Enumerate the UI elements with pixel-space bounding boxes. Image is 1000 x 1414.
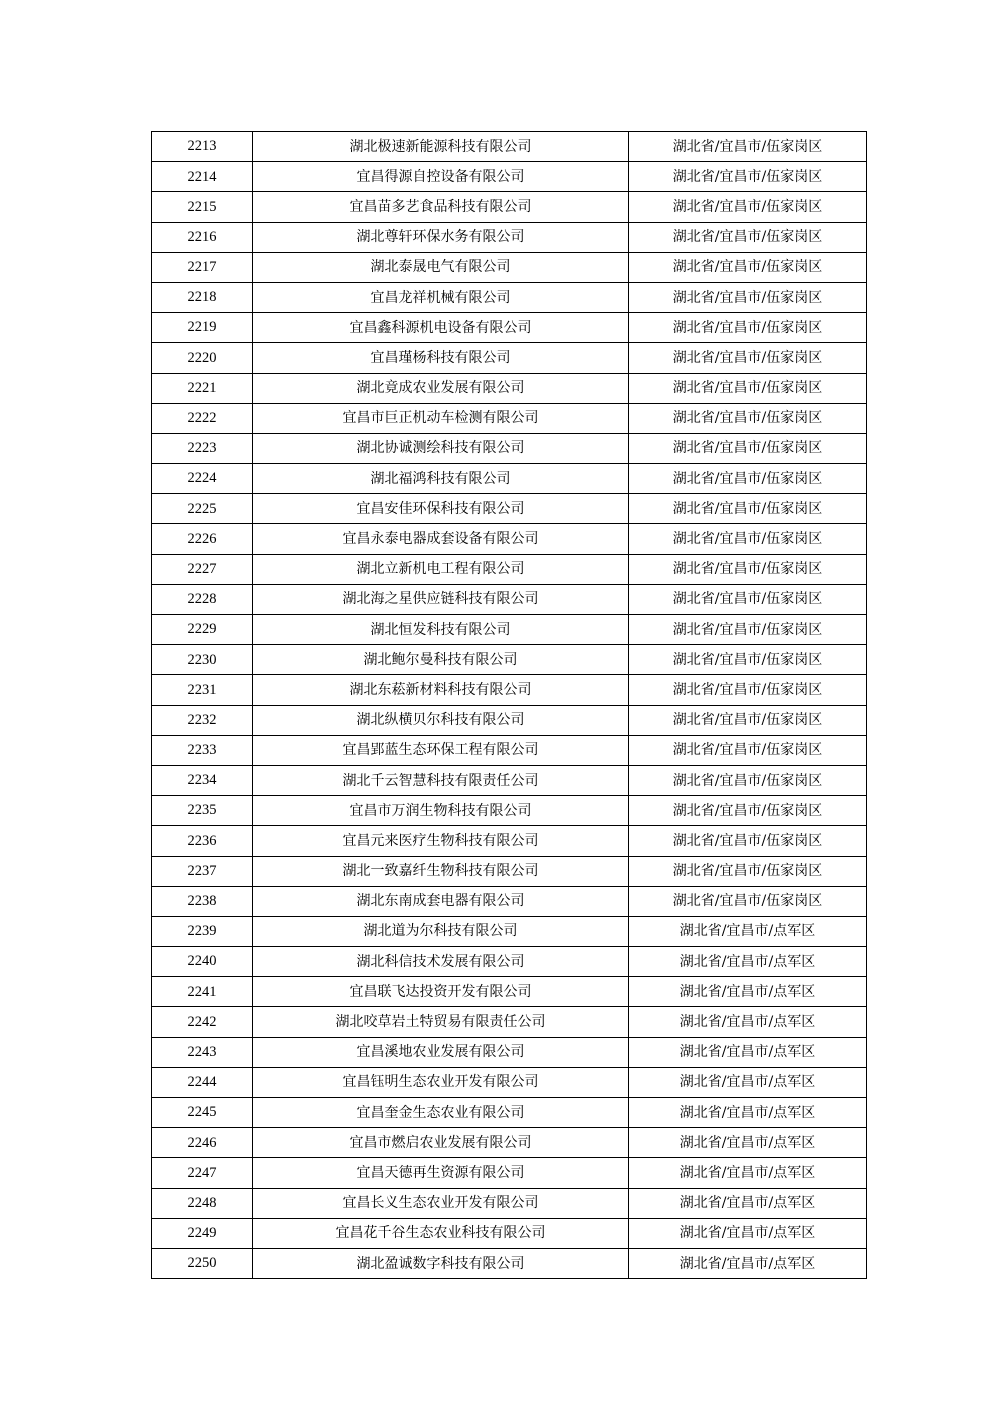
region-cell: 湖北省/宜昌市/点军区 xyxy=(629,1218,867,1248)
table-row xyxy=(152,856,867,886)
table-row xyxy=(152,132,867,162)
region-cell: 湖北省/宜昌市/伍家岗区 xyxy=(629,162,867,192)
company-name-cell: 宜昌苗多艺食品科技有限公司 xyxy=(253,192,629,222)
row-number-cell: 2214 xyxy=(152,162,253,192)
table-row xyxy=(152,1248,867,1278)
company-name-cell: 湖北东南成套电器有限公司 xyxy=(253,886,629,916)
region-cell: 湖北省/宜昌市/点军区 xyxy=(629,1248,867,1278)
company-name-cell: 宜昌安佳环保科技有限公司 xyxy=(253,494,629,524)
row-number-cell: 2217 xyxy=(152,252,253,282)
table-row xyxy=(152,675,867,705)
company-name-cell: 湖北福鸿科技有限公司 xyxy=(253,464,629,494)
row-number-cell: 2237 xyxy=(152,856,253,886)
region-cell: 湖北省/宜昌市/伍家岗区 xyxy=(629,645,867,675)
region-cell: 湖北省/宜昌市/伍家岗区 xyxy=(629,343,867,373)
table-row xyxy=(152,162,867,192)
table-row xyxy=(152,977,867,1007)
region-cell: 湖北省/宜昌市/点军区 xyxy=(629,1037,867,1067)
row-number-cell: 2249 xyxy=(152,1218,253,1248)
company-name-cell: 湖北协诚测绘科技有限公司 xyxy=(253,433,629,463)
row-number-cell: 2216 xyxy=(152,222,253,252)
company-name-cell: 湖北海之星供应链科技有限公司 xyxy=(253,584,629,614)
table-row xyxy=(152,615,867,645)
company-name-cell: 宜昌市巨正机动车检测有限公司 xyxy=(253,403,629,433)
region-cell: 湖北省/宜昌市/点军区 xyxy=(629,1188,867,1218)
row-number-cell: 2224 xyxy=(152,464,253,494)
row-number-cell: 2229 xyxy=(152,615,253,645)
company-name-cell: 宜昌天德再生资源有限公司 xyxy=(253,1158,629,1188)
region-cell: 湖北省/宜昌市/点军区 xyxy=(629,977,867,1007)
company-name-cell: 宜昌钰明生态农业开发有限公司 xyxy=(253,1067,629,1097)
company-name-cell: 湖北恒发科技有限公司 xyxy=(253,615,629,645)
company-name-cell: 湖北东菘新材料科技有限公司 xyxy=(253,675,629,705)
region-cell: 湖北省/宜昌市/伍家岗区 xyxy=(629,675,867,705)
row-number-cell: 2246 xyxy=(152,1128,253,1158)
table-row xyxy=(152,282,867,312)
company-name-cell: 湖北千云智慧科技有限责任公司 xyxy=(253,765,629,795)
company-name-cell: 宜昌得源自控设备有限公司 xyxy=(253,162,629,192)
row-number-cell: 2223 xyxy=(152,433,253,463)
region-cell: 湖北省/宜昌市/伍家岗区 xyxy=(629,433,867,463)
table-row xyxy=(152,222,867,252)
table-row xyxy=(152,796,867,826)
region-cell: 湖北省/宜昌市/伍家岗区 xyxy=(629,403,867,433)
region-cell: 湖北省/宜昌市/伍家岗区 xyxy=(629,886,867,916)
company-name-cell: 湖北盈诚数字科技有限公司 xyxy=(253,1248,629,1278)
row-number-cell: 2247 xyxy=(152,1158,253,1188)
table-row xyxy=(152,524,867,554)
row-number-cell: 2248 xyxy=(152,1188,253,1218)
row-number-cell: 2231 xyxy=(152,675,253,705)
company-name-cell: 湖北道为尔科技有限公司 xyxy=(253,916,629,946)
company-name-cell: 湖北科信技术发展有限公司 xyxy=(253,947,629,977)
row-number-cell: 2230 xyxy=(152,645,253,675)
row-number-cell: 2238 xyxy=(152,886,253,916)
company-name-cell: 湖北泰晟电气有限公司 xyxy=(253,252,629,282)
company-name-cell: 宜昌长义生态农业开发有限公司 xyxy=(253,1188,629,1218)
row-number-cell: 2213 xyxy=(152,132,253,162)
region-cell: 湖北省/宜昌市/伍家岗区 xyxy=(629,705,867,735)
region-cell: 湖北省/宜昌市/点军区 xyxy=(629,916,867,946)
company-name-cell: 宜昌永泰电器成套设备有限公司 xyxy=(253,524,629,554)
region-cell: 湖北省/宜昌市/伍家岗区 xyxy=(629,856,867,886)
row-number-cell: 2236 xyxy=(152,826,253,856)
table-row xyxy=(152,765,867,795)
company-table xyxy=(151,131,867,1279)
region-cell: 湖北省/宜昌市/伍家岗区 xyxy=(629,584,867,614)
table-row xyxy=(152,584,867,614)
table-row xyxy=(152,916,867,946)
company-name-cell: 湖北咬草岩土特贸易有限责任公司 xyxy=(253,1007,629,1037)
row-number-cell: 2233 xyxy=(152,735,253,765)
company-name-cell: 湖北鲍尔曼科技有限公司 xyxy=(253,645,629,675)
table-row xyxy=(152,1098,867,1128)
row-number-cell: 2228 xyxy=(152,584,253,614)
company-name-cell: 湖北纵横贝尔科技有限公司 xyxy=(253,705,629,735)
row-number-cell: 2243 xyxy=(152,1037,253,1067)
region-cell: 湖北省/宜昌市/伍家岗区 xyxy=(629,313,867,343)
row-number-cell: 2221 xyxy=(152,373,253,403)
row-number-cell: 2245 xyxy=(152,1098,253,1128)
table-row xyxy=(152,192,867,222)
table-row xyxy=(152,705,867,735)
region-cell: 湖北省/宜昌市/伍家岗区 xyxy=(629,373,867,403)
row-number-cell: 2215 xyxy=(152,192,253,222)
table-row xyxy=(152,252,867,282)
region-cell: 湖北省/宜昌市/点军区 xyxy=(629,947,867,977)
row-number-cell: 2234 xyxy=(152,765,253,795)
table-row xyxy=(152,1037,867,1067)
company-name-cell: 宜昌龙祥机械有限公司 xyxy=(253,282,629,312)
region-cell: 湖北省/宜昌市/伍家岗区 xyxy=(629,615,867,645)
row-number-cell: 2225 xyxy=(152,494,253,524)
region-cell: 湖北省/宜昌市/伍家岗区 xyxy=(629,796,867,826)
company-name-cell: 湖北一致嘉纤生物科技有限公司 xyxy=(253,856,629,886)
row-number-cell: 2232 xyxy=(152,705,253,735)
region-cell: 湖北省/宜昌市/伍家岗区 xyxy=(629,464,867,494)
region-cell: 湖北省/宜昌市/点军区 xyxy=(629,1158,867,1188)
region-cell: 湖北省/宜昌市/伍家岗区 xyxy=(629,192,867,222)
table-row xyxy=(152,645,867,675)
region-cell: 湖北省/宜昌市/点军区 xyxy=(629,1067,867,1097)
row-number-cell: 2242 xyxy=(152,1007,253,1037)
company-name-cell: 宜昌郢蓝生态环保工程有限公司 xyxy=(253,735,629,765)
company-name-cell: 宜昌奎金生态农业有限公司 xyxy=(253,1098,629,1128)
table-row xyxy=(152,494,867,524)
company-name-cell: 宜昌溪地农业发展有限公司 xyxy=(253,1037,629,1067)
table-row xyxy=(152,1067,867,1097)
row-number-cell: 2222 xyxy=(152,403,253,433)
row-number-cell: 2240 xyxy=(152,947,253,977)
company-name-cell: 湖北极速新能源科技有限公司 xyxy=(253,132,629,162)
table-row xyxy=(152,886,867,916)
company-name-cell: 宜昌鑫科源机电设备有限公司 xyxy=(253,313,629,343)
row-number-cell: 2219 xyxy=(152,313,253,343)
table-row xyxy=(152,1158,867,1188)
company-name-cell: 湖北立新机电工程有限公司 xyxy=(253,554,629,584)
company-name-cell: 宜昌花千谷生态农业科技有限公司 xyxy=(253,1218,629,1248)
company-name-cell: 宜昌联飞达投资开发有限公司 xyxy=(253,977,629,1007)
region-cell: 湖北省/宜昌市/点军区 xyxy=(629,1098,867,1128)
company-name-cell: 湖北尊轩环保水务有限公司 xyxy=(253,222,629,252)
row-number-cell: 2218 xyxy=(152,282,253,312)
region-cell: 湖北省/宜昌市/伍家岗区 xyxy=(629,132,867,162)
table-row xyxy=(152,373,867,403)
region-cell: 湖北省/宜昌市/伍家岗区 xyxy=(629,554,867,584)
table-row xyxy=(152,433,867,463)
region-cell: 湖北省/宜昌市/点军区 xyxy=(629,1007,867,1037)
table-row xyxy=(152,947,867,977)
region-cell: 湖北省/宜昌市/伍家岗区 xyxy=(629,252,867,282)
region-cell: 湖北省/宜昌市/伍家岗区 xyxy=(629,282,867,312)
row-number-cell: 2250 xyxy=(152,1248,253,1278)
region-cell: 湖北省/宜昌市/伍家岗区 xyxy=(629,765,867,795)
company-name-cell: 湖北竟成农业发展有限公司 xyxy=(253,373,629,403)
company-name-cell: 宜昌瑾杨科技有限公司 xyxy=(253,343,629,373)
row-number-cell: 2239 xyxy=(152,916,253,946)
table-row xyxy=(152,1007,867,1037)
company-name-cell: 宜昌市燃启农业发展有限公司 xyxy=(253,1128,629,1158)
table-row xyxy=(152,1188,867,1218)
table-row xyxy=(152,403,867,433)
company-name-cell: 宜昌元来医疗生物科技有限公司 xyxy=(253,826,629,856)
table-row xyxy=(152,554,867,584)
table-row xyxy=(152,343,867,373)
region-cell: 湖北省/宜昌市/伍家岗区 xyxy=(629,735,867,765)
row-number-cell: 2244 xyxy=(152,1067,253,1097)
row-number-cell: 2227 xyxy=(152,554,253,584)
region-cell: 湖北省/宜昌市/伍家岗区 xyxy=(629,826,867,856)
row-number-cell: 2241 xyxy=(152,977,253,1007)
company-list-page xyxy=(151,131,866,1279)
table-row xyxy=(152,1218,867,1248)
table-row xyxy=(152,826,867,856)
table-row xyxy=(152,735,867,765)
company-table-body xyxy=(152,132,867,1279)
region-cell: 湖北省/宜昌市/伍家岗区 xyxy=(629,524,867,554)
region-cell: 湖北省/宜昌市/伍家岗区 xyxy=(629,494,867,524)
row-number-cell: 2220 xyxy=(152,343,253,373)
row-number-cell: 2226 xyxy=(152,524,253,554)
region-cell: 湖北省/宜昌市/伍家岗区 xyxy=(629,222,867,252)
company-name-cell: 宜昌市万润生物科技有限公司 xyxy=(253,796,629,826)
row-number-cell: 2235 xyxy=(152,796,253,826)
table-row xyxy=(152,1128,867,1158)
table-row xyxy=(152,464,867,494)
region-cell: 湖北省/宜昌市/点军区 xyxy=(629,1128,867,1158)
table-row xyxy=(152,313,867,343)
